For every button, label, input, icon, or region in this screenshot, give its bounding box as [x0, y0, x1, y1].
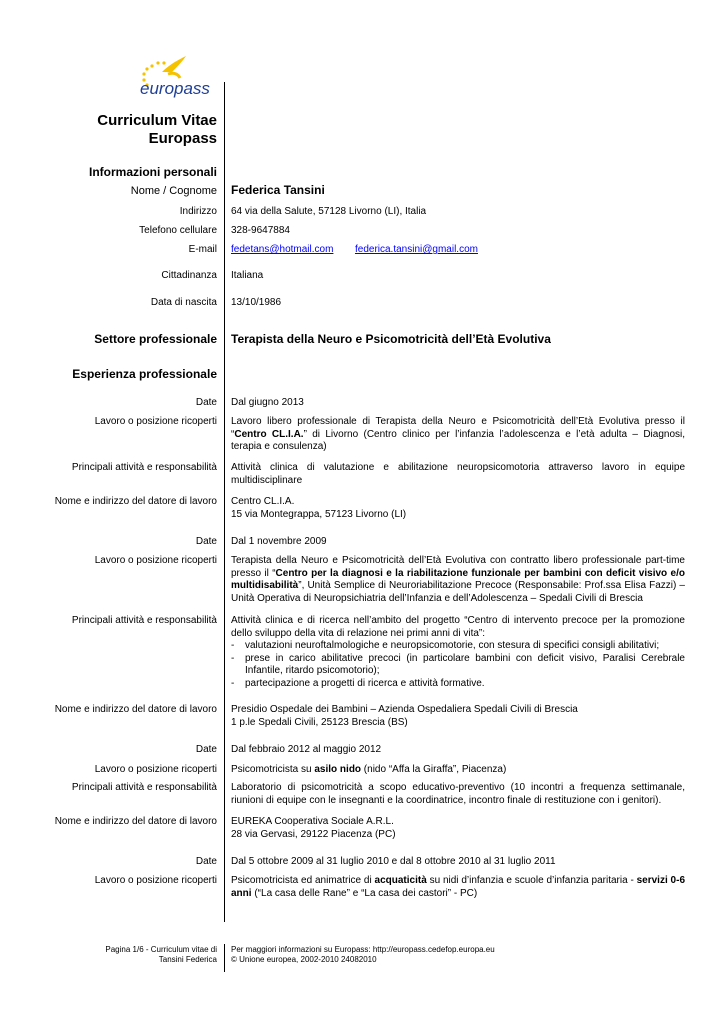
citizenship-value: Italiana — [231, 270, 264, 281]
field-label: Cittadinanza — [161, 270, 217, 281]
field-label: Principali attività e responsabilità — [71, 462, 217, 473]
field-label: Principali attività e responsabilità — [71, 782, 217, 793]
email-link-1[interactable]: fedetans@hotmail.com — [231, 244, 334, 255]
job-activities: Attività clinica e di ricerca nell’ambito del progetto “Centro di intervento precoce per la promozione dello sviluppo della vita di relazione nei primi anni di vita”: - valutazioni neuroftalmologiche e neuropsicomotorie, con stesura di specifici consigli abilitativi; - prese in carico abilitative precoci (in particolare bambini con deficit visivo, Paralisi Cerebrale Infantile, ritardo psicomotorio); - partecipazione a progetti di ricerca e attività formative. — [231, 615, 685, 690]
footer-right: Per maggiori informazioni su Europass: http://europass.cedefop.europa.eu © Unione europea, 2002-2010 24082010 — [231, 945, 495, 964]
field-label: Data di nascita — [150, 297, 217, 308]
europass-logo — [122, 52, 222, 100]
field-label: Telefono cellulare — [139, 225, 217, 236]
field-label: Lavoro o posizione ricoperti — [94, 555, 217, 566]
address-value: 64 via della Salute, 57128 Livorno (LI), Italia — [231, 206, 427, 217]
column-divider — [224, 82, 225, 922]
page-title — [97, 112, 217, 148]
job-position: Lavoro libero professionale di Terapista della Neuro e Psicomotricità dell’Età Evolutiva presso il “Centro CL.I.A.” di Livorno (Centro clinico per l’infanzia l’adolescenza e l’età adulta – Diagnosi, terapia e consulenza) — [231, 416, 686, 452]
field-label: Lavoro o posizione ricoperti — [94, 764, 217, 775]
activities-list — [231, 640, 685, 690]
field-label: Date — [195, 397, 217, 408]
section-heading: Settore professionale — [94, 332, 217, 346]
job-position: Terapista della Neuro e Psicomotricità dell’Età Evolutiva con contratto libero professionale part-time presso il “Centro per la diagnosi e la riabilitazione funzionale per bambini con deficit visivo e/o multidisabilità”, Unità Semplice di Neuroriabilitazione Precoce (Responsabile: Prof.ssa Elisa Fazzi) – Unità Operativa di Neuropsichiatria dell’Infanzia e dell’Adolescenza – Spedali Civili di Brescia — [231, 555, 685, 604]
job-date: Dal giugno 2013 — [231, 397, 304, 408]
list-item: - prese in carico abilitative precoci (in particolare bambini con deficit visivo, Paralisi Cerebrale Infantile, ritardo psicomotorio); — [231, 653, 685, 678]
field-label: E-mail — [188, 244, 217, 255]
email-link-2[interactable]: federica.tansini@gmail.com — [354, 244, 478, 255]
field-label: Indirizzo — [179, 206, 217, 217]
section-heading: Esperienza professionale — [72, 367, 217, 381]
job-position: Psicomotricista su asilo nido (nido “Affa la Giraffa”, Piacenza) — [231, 764, 507, 775]
job-employer: Centro CL.I.A. 15 via Montegrappa, 57123 Livorno (LI) — [231, 496, 407, 520]
field-label: Date — [195, 856, 217, 867]
job-employer: Presidio Ospedale dei Bambini – Azienda Ospedaliera Spedali Civili di Brescia 1 p.le Spedali Civili, 25123 Brescia (BS) — [231, 704, 578, 728]
field-label: Nome e indirizzo del datore di lavoro — [54, 704, 217, 715]
field-label: Nome e indirizzo del datore di lavoro — [54, 496, 217, 507]
field-label: Nome e indirizzo del datore di lavoro — [54, 816, 217, 827]
job-position: Psicomotricista ed animatrice di acquaticità su nidi d’infanzia e scuole d’infanzia paritaria - servizi 0-6 anni (“La casa delle Rane” e “La casa dei castori” - PC) — [231, 875, 686, 899]
title-line1: Curriculum Vitae — [97, 112, 217, 129]
phone-value: 328-9647884 — [231, 225, 290, 236]
job-employer: EUREKA Cooperativa Sociale A.R.L. 28 via Gervasi, 29122 Piacenza (PC) — [231, 816, 396, 840]
sector-value: Terapista della Neuro e Psicomotricità dell’Età Evolutiva — [231, 332, 551, 346]
list-item: - valutazioni neuroftalmologiche e neuropsicomotorie, con stesura di specifici consigli abilitativi; — [231, 640, 685, 653]
field-label: Principali attività e responsabilità — [71, 615, 217, 626]
footer-divider — [224, 944, 225, 972]
job-date: Dal febbraio 2012 al maggio 2012 — [231, 744, 382, 755]
job-date: Dal 1 novembre 2009 — [231, 536, 327, 547]
field-label: Nome / Cognome — [130, 185, 217, 197]
list-item: - partecipazione a progetti di ricerca e attività formative. — [231, 678, 685, 691]
logo-text: europass — [140, 79, 210, 98]
job-date: Dal 5 ottobre 2009 al 31 luglio 2010 e dal 8 ottobre 2010 al 31 luglio 2011 — [231, 856, 556, 867]
field-label: Lavoro o posizione ricoperti — [94, 416, 217, 427]
europass-logo-icon — [122, 52, 222, 100]
section-heading: Informazioni personali — [88, 165, 217, 179]
job-activities: Laboratorio di psicomotricità a scopo educativo-preventivo (10 incontri a frequenza settimanale, riunioni di equipe con le insegnanti e la coordinatrice, incontro finale di restituzione con i genitori). — [231, 782, 685, 806]
title-line2: Europass — [148, 130, 217, 147]
footer-left: Pagina 1/6 - Curriculum vitae di Tansini Federica — [105, 945, 217, 964]
field-label: Date — [195, 744, 217, 755]
field-label: Date — [195, 536, 217, 547]
job-activities: Attività clinica di valutazione e abilitazione neuropsicomotoria attraverso lavoro in equipe multidisciplinare — [231, 462, 685, 486]
birth-value: 13/10/1986 — [231, 297, 282, 308]
person-name: Federica Tansini — [231, 183, 325, 197]
field-label: Lavoro o posizione ricoperti — [94, 875, 217, 886]
